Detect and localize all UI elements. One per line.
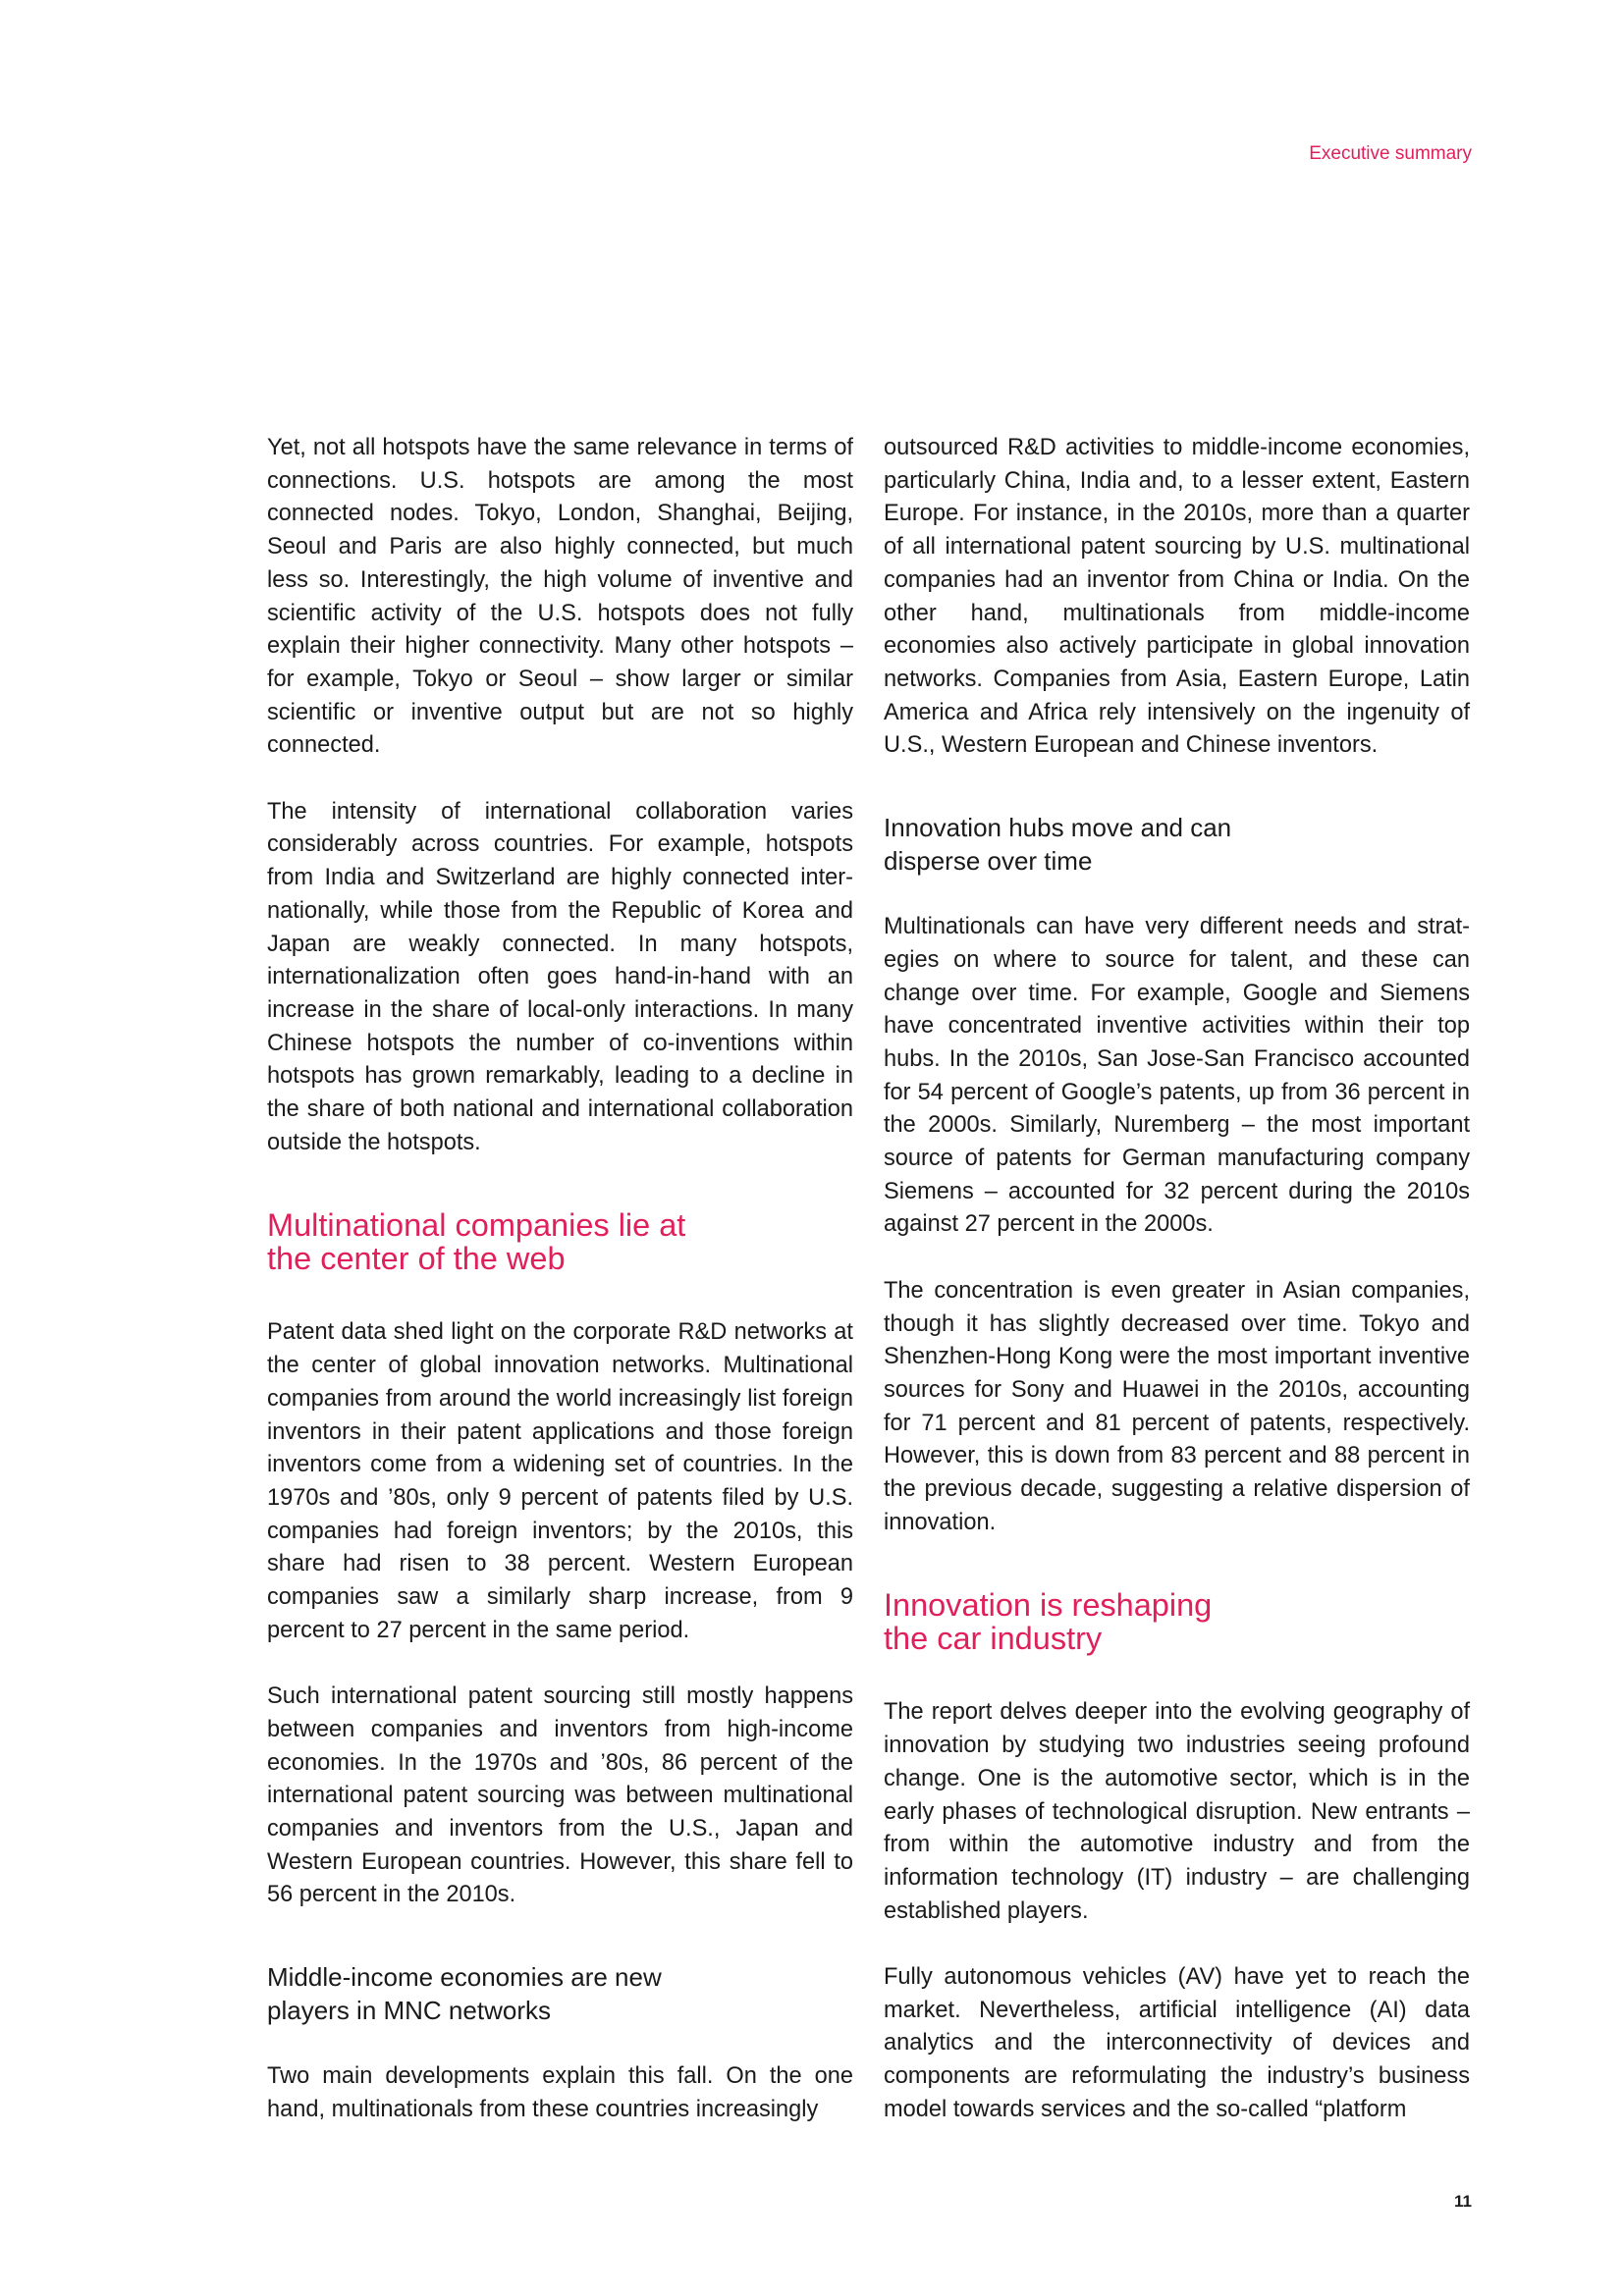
section-heading-multinational-companies: Multinational companies lie at the center of the web: [267, 1207, 686, 1277]
body-paragraph: The report delves deeper into the evolving geography of innovation by studying two industries seeing profound change. One is the automotive sector, which is in the early phases of technological disruption. New entrants – from within the automotive industry and from the information technology (IT) industry – are challenging established players.: [884, 1699, 1470, 1924]
body-paragraph: Yet, not all hotspots have the same relevance in terms of connections. U.S. hotspots are among the most connected nodes. Tokyo, London, Shanghai, Beijing, Seoul and Paris are also highly connected, but much less so. Interestingly, the high volume of inventive and scientific activity of the U.S. hotspots does not fully explain their higher connectivity. Many other hotspots – for example, Tokyo or Seoul – show larger or similar scientific or inventive output but are not so highly connected.: [267, 435, 853, 759]
body-paragraph: Two main developments explain this fall. On the one hand, multinationals from these countries increasingly: [267, 2063, 853, 2122]
body-paragraph: The concentration is even greater in Asian companies, though it has slightly decreased over time. Tokyo and Shenzhen-Hong Kong were the most important inventive sources for Sony and Huawei in the 2010s, accounting for 71 percent and 81 percent of patents, respectively. However, this is down from 83 percent and 88 percent in the previous decade, suggesting a relative dispersion of innovation.: [884, 1277, 1470, 1535]
page-number: 11: [1454, 2192, 1472, 2211]
body-paragraph: Fully autonomous vehicles (AV) have yet to reach the market. Nevertheless, artificial intelligence (AI) data analytics and the interconnectivity of devices and components are reformulating the industry’s business model towards services and the so-called “platform: [884, 1964, 1470, 2122]
body-paragraph: The intensity of international collaboration varies considerably across countries. For example, hotspots from India and Switzerland are highly connected internationally, while those from the Republic of Korea and Japan are weakly connected. In many hotspots, internationalization often goes hand-in-hand with an increase in the share of local-only interactions. In many Chinese hotspots the number of co-inventions within hotspots has grown remarkably, leading to a decline in the share of both national and international collaboration outside the hotspots.: [267, 798, 853, 1155]
body-paragraph: outsourced R&D activities to middle-income economies, particularly China, India and, to a lesser extent, Eastern Europe. For instance, in the 2010s, more than a quarter of all international patent sourcing by U.S. multinational companies had an inventor from China or India. On the other hand, multinationals from middle-income economies also actively participate in global innovation networks. Companies from Asia, Eastern Europe, Latin America and Africa rely intensively on the ingenuity of U.S., Western European and Chinese inventors.: [884, 435, 1470, 759]
subheading-innovation-hubs: Innovation hubs move and can disperse over time: [884, 813, 1232, 876]
section-heading-car-industry: Innovation is reshaping the car industry: [884, 1587, 1213, 1657]
body-paragraph: Multinationals can have very different needs and strategies on where to source for talent, and these can change over time. For example, Google and Siemens have concentrated inventive activities within their top hubs. In the 2010s, San Jose-San Francisco accounted for 54 percent of Google’s patents, up from 36 percent in the 2000s. Similarly, Nuremberg – the most important source of patents for German manufacturing company Siemens – accounted for 32 percent during the 2010s against 27 percent in the 2000s.: [884, 914, 1470, 1238]
right-text-column: [884, 432, 1470, 2127]
body-paragraph: Patent data shed light on the corporate R&D networks at the center of global innovation networks. Multinational companies from around the world increasingly list foreign inventors in their patent applications and those foreign inventors come from a widening set of countries. In the 1970s and ’80s, only 9 percent of patents filed by U.S. companies had foreign inventors; by the 2010s, this share had risen to 38 percent. Western European companies saw a similarly sharp increase, from 9 percent to 27 percent in the same period.: [267, 1319, 853, 1643]
left-text-column: [267, 432, 853, 2127]
subheading-middle-income-economies: Middle-income economies are new players in MNC networks: [267, 1962, 662, 2025]
running-header-section-title: Executive summary: [1309, 143, 1472, 164]
body-paragraph: Such international patent sourcing still mostly happens between companies and inventors from high-income economies. In the 1970s and ’80s, 86 percent of the international patent sourcing was between multinational companies and inventors from the U.S., Japan and Western European countries. However, this share fell to 56 percent in the 2010s.: [267, 1683, 853, 1908]
